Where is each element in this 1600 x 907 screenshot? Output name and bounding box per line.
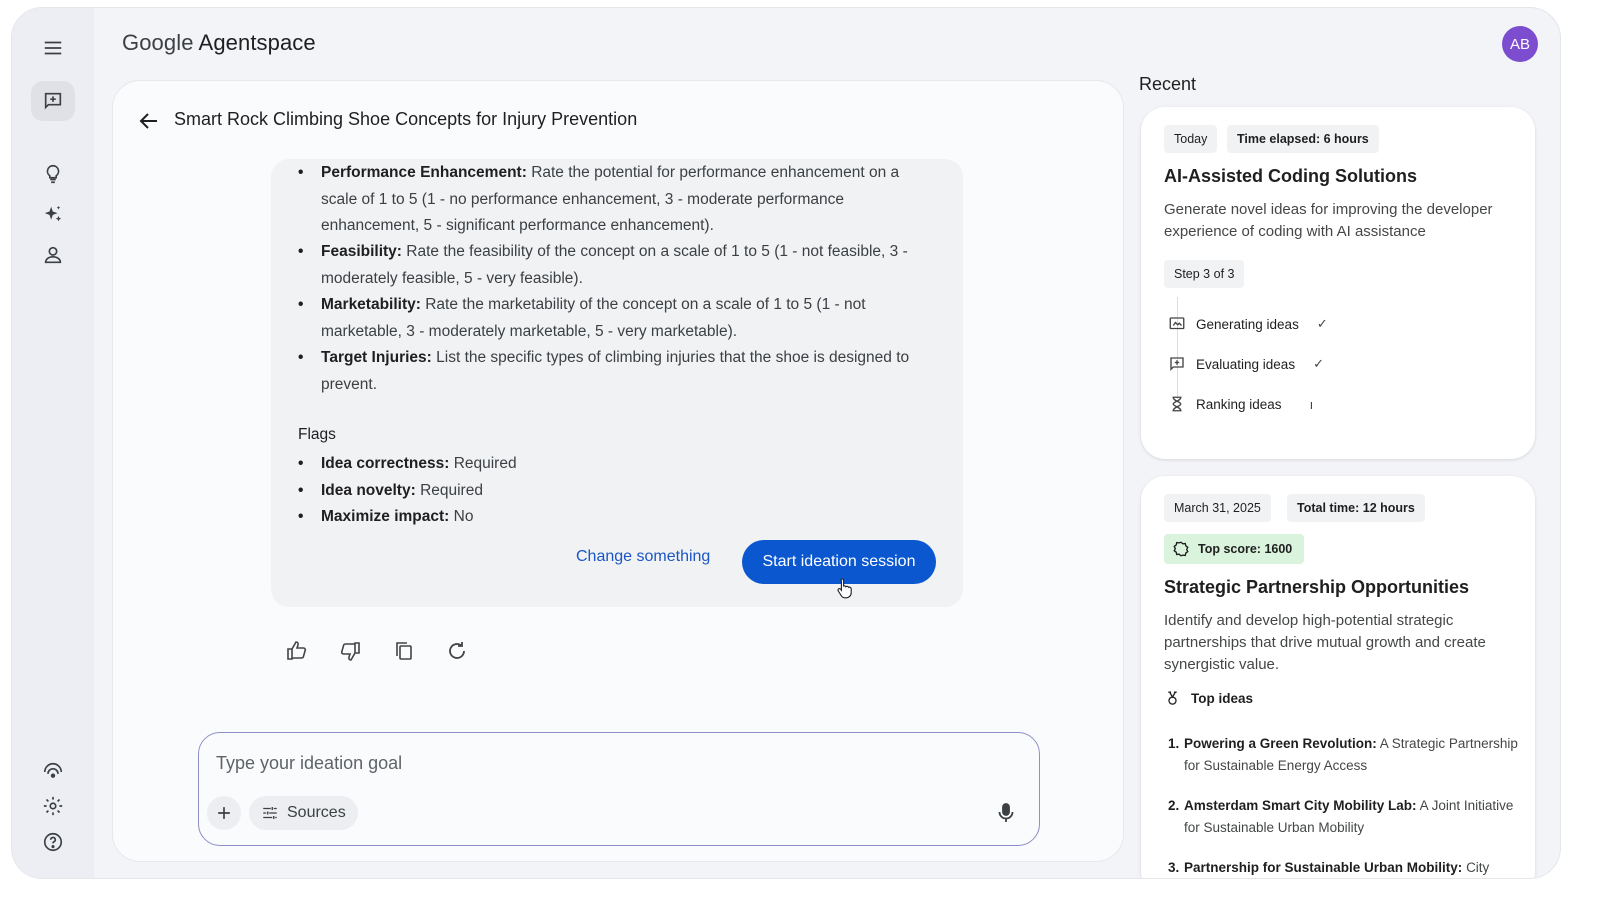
flags-heading: Flags: [298, 426, 336, 443]
lightbulb-icon[interactable]: [31, 154, 75, 194]
criteria-item: • Performance Enhancement: Rate the potential for performance enhancement on a scale of 1 to 5 (1 - no performance enhancement, 3 - moderate performance enhancement, 5 - significant performance enhancement).: [298, 164, 900, 234]
page-title: Smart Rock Climbing Shoe Concepts for Injury Prevention: [174, 109, 638, 129]
check-icon: ✓: [1313, 356, 1324, 371]
microphone-icon[interactable]: [994, 801, 1018, 825]
person-icon[interactable]: [31, 235, 75, 275]
settings-icon[interactable]: [31, 786, 75, 826]
date-chip: March 31, 2025: [1164, 494, 1271, 522]
step-label: Evaluating ideas: [1196, 356, 1296, 372]
recent-heading: Recent: [1139, 74, 1197, 94]
top-ideas-heading: [1164, 690, 1253, 707]
check-icon: ✓: [1316, 316, 1328, 331]
criteria-text: List the specific types of climbing injuries that the shoe is designed to prevent.: [321, 349, 910, 393]
step-evaluating: [1168, 355, 1324, 373]
criteria-label: Performance Enhancement:: [321, 164, 527, 181]
criteria-text: Rate the marketability of the concept on a scale of 1 to 5 (1 - not marketable, 3 - moderately marketable, 5 - very marketable).: [321, 296, 866, 340]
step-generating: [1168, 315, 1328, 333]
badge-icon: [1172, 540, 1190, 558]
step-ranking: [1168, 395, 1313, 413]
ideation-input-box[interactable]: [198, 732, 1040, 846]
card-title: AI-Assisted Coding Solutions: [1164, 166, 1418, 186]
criteria-label: Feasibility:: [321, 243, 402, 260]
step-label: Ranking ideas: [1196, 396, 1282, 412]
flag-label: Maximize impact:: [321, 508, 450, 525]
idea-text: City: [1466, 860, 1490, 875]
plus-icon: [214, 803, 234, 823]
flag-value: Required: [453, 455, 517, 472]
top-score-text: Top score: 1600: [1198, 542, 1293, 556]
flag-label: Idea novelty:: [321, 482, 416, 499]
elapsed-text: Time elapsed: 6 hours: [1237, 132, 1369, 146]
agent-message: [271, 159, 963, 607]
tune-icon: [261, 804, 279, 822]
idea-number: 2.: [1168, 798, 1180, 813]
recent-card-coding[interactable]: [1141, 107, 1535, 459]
criteria-label: Target Injuries:: [321, 349, 432, 366]
criteria-item: • Feasibility: Rate the feasibility of the concept on a scale of 1 to 5 (1 - not feasible, 3 - moderately feasible, 5 - very feasible).: [298, 243, 908, 287]
flag-value: No: [453, 508, 474, 525]
hourglass-icon: [1168, 395, 1186, 413]
card-description: Identify and develop high-potential strategic partnerships that drive mutual growth and create synergistic value.: [1164, 612, 1486, 673]
total-time-text: Total time: 12 hours: [1297, 501, 1415, 515]
flag-item: • Idea novelty: Required: [298, 482, 483, 499]
brand-prefix: Google: [122, 30, 194, 55]
progress-spinner-icon: ı: [1309, 396, 1314, 412]
card-description: Generate novel ideas for improving the developer experience of coding with AI assistance: [1164, 201, 1493, 240]
add-button[interactable]: [207, 796, 241, 830]
back-arrow-icon[interactable]: [137, 109, 161, 133]
list-item[interactable]: [1168, 733, 1518, 777]
step-chip: Step 3 of 3: [1164, 260, 1244, 288]
flag-value: Required: [420, 482, 483, 499]
date-chip: Today: [1164, 125, 1217, 153]
thumbs-down-icon[interactable]: [338, 639, 364, 665]
idea-label: Amsterdam Smart City Mobility Lab:: [1184, 798, 1417, 813]
new-chat-icon[interactable]: [31, 81, 75, 121]
elapsed-chip: [1227, 125, 1379, 153]
criteria-text: Rate the potential for performance enhancement on a scale of 1 to 5 (1 - no performance enhancement, 3 - moderate performance enhancement, 5 - significant performance enhancement).: [321, 164, 900, 234]
ideation-goal-input[interactable]: Type your ideation goal: [216, 753, 403, 773]
criteria-text: Rate the feasibility of the concept on a scale of 1 to 5 (1 - not feasible, 3 - moderately feasible, 5 - very feasible).: [321, 243, 908, 287]
menu-icon[interactable]: [31, 28, 75, 68]
flag-label: Idea correctness:: [321, 455, 450, 472]
sources-button[interactable]: [249, 796, 358, 830]
idea-label: Powering a Green Revolution:: [1184, 736, 1377, 751]
change-something-button[interactable]: Change something: [576, 548, 711, 565]
nav-rail: [12, 8, 94, 878]
flag-item: • Idea correctness: Required: [298, 455, 517, 472]
idea-number: 3.: [1168, 860, 1180, 875]
total-time-chip: [1287, 494, 1425, 522]
app-brand: [122, 30, 316, 56]
list-item[interactable]: [1168, 795, 1518, 839]
sparkle-icon[interactable]: [31, 195, 75, 235]
criteria-item: • Target Injuries: List the specific types of climbing injuries that the shoe is designed to prevent.: [298, 349, 910, 393]
help-icon[interactable]: [31, 822, 75, 862]
generate-icon: [1168, 315, 1186, 333]
brand-name: Agentspace: [198, 30, 316, 55]
flag-item: • Maximize impact: No: [298, 508, 474, 525]
list-item[interactable]: [1168, 857, 1518, 878]
idea-text: A Joint Initiative for Sustainable Urban Mobility: [1184, 798, 1514, 835]
thumbs-up-icon[interactable]: [285, 639, 311, 665]
avatar[interactable]: AB: [1502, 26, 1538, 62]
medal-icon: [1164, 690, 1181, 707]
copy-icon[interactable]: [392, 639, 418, 665]
evaluate-icon: [1168, 355, 1186, 373]
idea-number: 1.: [1168, 736, 1180, 751]
recent-card-partnership[interactable]: [1141, 476, 1535, 878]
idea-text: A Strategic Partnership for Sustainable Energy Access: [1184, 736, 1518, 773]
sources-label: Sources: [287, 804, 346, 821]
criteria-label: Marketability:: [321, 296, 421, 313]
app-window: [12, 8, 1560, 878]
conversation-panel: [112, 80, 1124, 862]
step-label: Generating ideas: [1196, 316, 1299, 332]
idea-label: Partnership for Sustainable Urban Mobility:: [1184, 860, 1463, 875]
start-ideation-button[interactable]: Start ideation session: [742, 540, 936, 584]
top-score-badge: [1164, 534, 1304, 564]
card-title: Strategic Partnership Opportunities: [1164, 577, 1470, 597]
top-ideas-label: Top ideas: [1191, 691, 1254, 706]
criteria-item: • Marketability: Rate the marketability of the concept on a scale of 1 to 5 (1 - not marketable, 3 - moderately marketable, 5 - very marketable).: [298, 296, 866, 340]
refresh-icon[interactable]: [445, 639, 471, 665]
hand-cursor-icon: [836, 577, 854, 599]
